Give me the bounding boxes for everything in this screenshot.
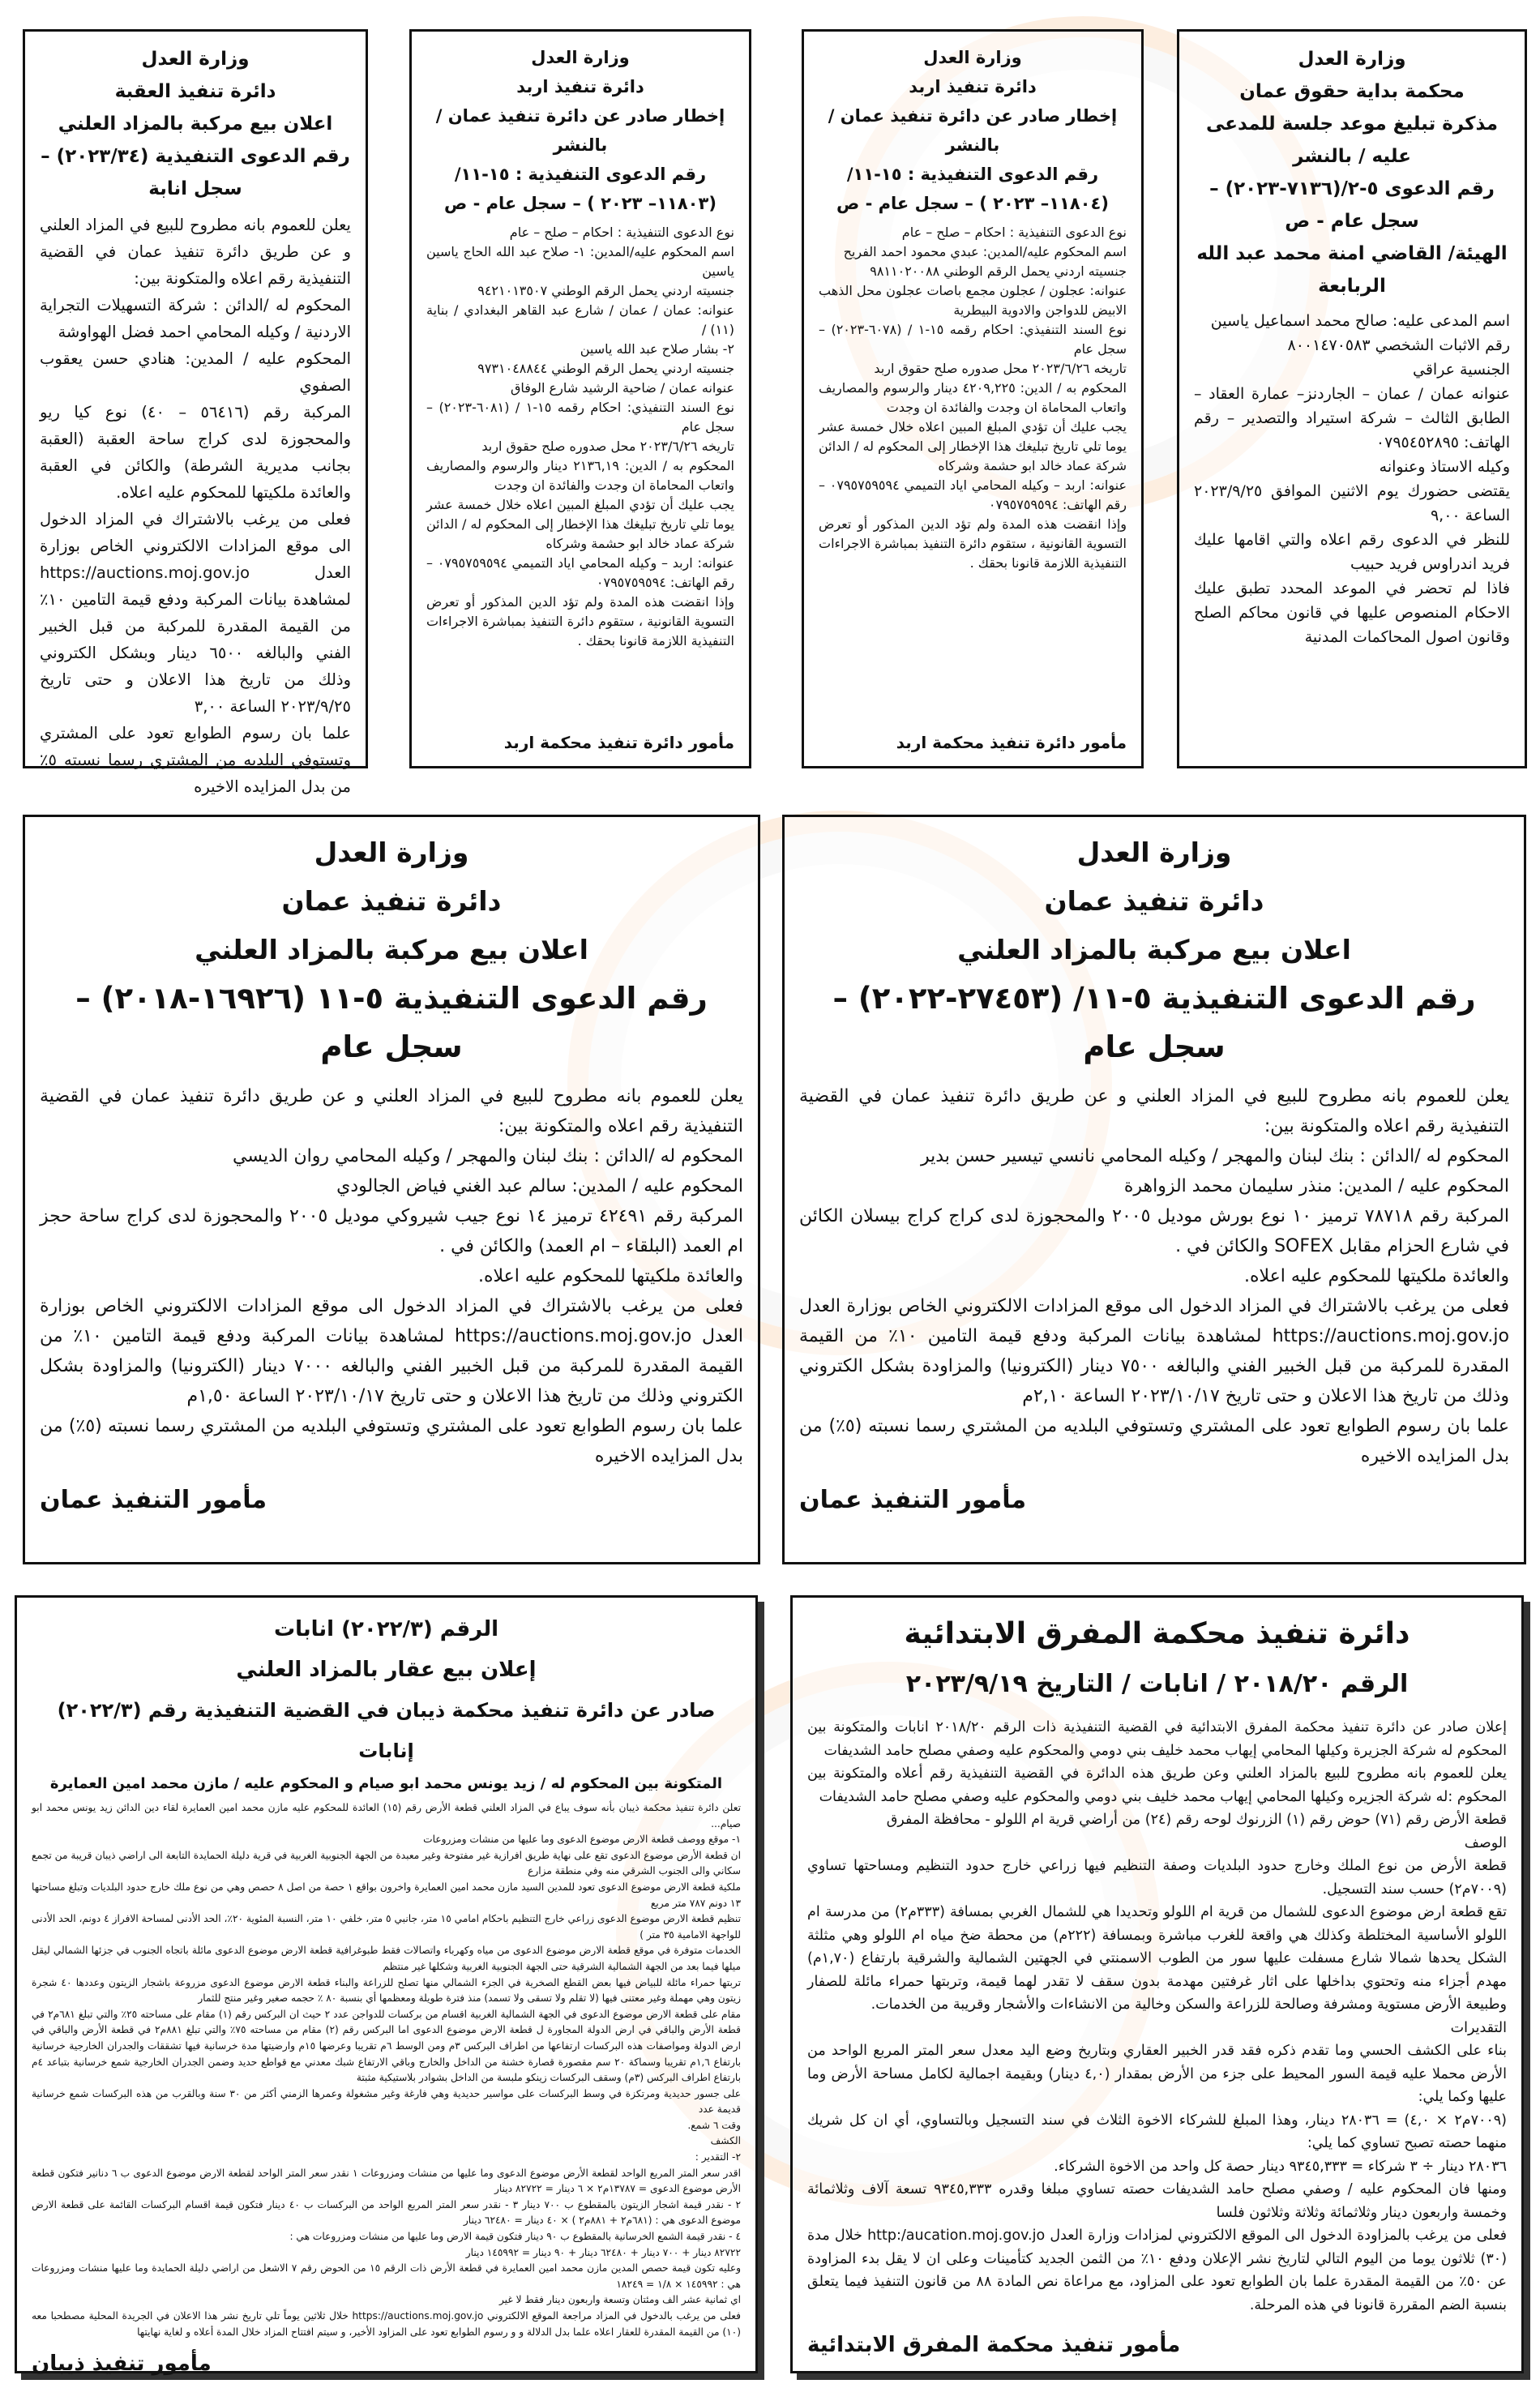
notice-paragraph: ٢- التقدير : (695, 2151, 741, 2163)
notice-heading: دائرة تنفيذ اربد (516, 77, 644, 96)
notice-paragraph: ٨٢٧٢٢ دينار + ٧٠٠ دينار + ٦٢٤٨٠ دينار + ٩٠ دينار = ١٤٥٩٩٢ دينار (465, 2246, 741, 2258)
notice-headers (799, 828, 1509, 1072)
notice-headers (807, 1609, 1507, 1710)
notice-body (40, 1081, 743, 1471)
notice-paragraph: والعائدة ملكيتها للمحكوم عليه اعلاه. (1243, 1266, 1509, 1286)
notice-paragraph: الكشف (710, 2135, 741, 2147)
notice-paragraph: جنسيته اردني يحمل الرقم الوطني ٩٤٢١٠١٣٥٠٧ (477, 283, 734, 298)
notice-mafraq-land-auction (790, 1595, 1524, 2373)
notice-body (32, 1800, 741, 2340)
notice-amman-court-summons (1177, 29, 1527, 768)
notice-heading: وزارة العدل (531, 48, 630, 67)
notice-paragraph: نوع الدعوى التنفيذية : احكام – صلح – عام (509, 225, 734, 240)
notice-heading: دائرة تنفيذ عمان (1044, 885, 1264, 917)
notice-paragraph: اسم المدعى عليه: صالح محمد اسماعيل ياسين (1210, 312, 1510, 330)
notice-heading: صادر عن دائرة تنفيذ محكمة ذيبان في القضية التنفيذية رقم (٢٠٢٢/٣) إنابات (57, 1699, 716, 1762)
notice-paragraph: ٢- بشار صلاح عبد الله ياسين (580, 341, 734, 357)
notice-heading: المتكونة بين المحكوم له / زيد يونس محمد ابو صيام و المحكوم عليه / مازن محمد امين العمايرة (49, 1775, 723, 1792)
notice-paragraph: عنوانه: عجلون / عجلون مجمع باصات عجلون محل الذهب الابيض للدواجن والادوية البيطرية (819, 283, 1127, 318)
notice-headers (1194, 43, 1510, 302)
notice-paragraph: رقم الاثبات الشخصي ٨٠٠١٤٧٠٥٨٣ (1287, 336, 1510, 354)
notice-paragraph: فعلى من يرغب بالدخول في المزاد مراجعة الموقع الالكتروني https://auctions.moj.gov.jo خلال ثلاثين يوماً تلي تاريخ نشر هذا الاعلان في الجريدة المحلية مصطحبا معه (١٠) من القيمة المقدرة للعقار اعلاه علما بدل الدلالة و و رسوم الطوابع تعود على المزاود الأخير، و سيتم افتتاح المزاد خلال المدة أعلاه و لغاية نهايتها (32, 2310, 741, 2338)
notice-heading: وزارة العدل (314, 837, 469, 868)
notice-heading: دائرة تنفيذ العقبة (114, 81, 276, 102)
notice-paragraph: وإذا انقضت هذه المدة ولم تؤد الدين المذكور أو تعرض التسوية القانونية ، ستقوم دائرة التنفيذ بمباشرة الاجراءات التنفيذية اللازمة قانونا بحقك . (426, 594, 734, 648)
notice-amman-vehicle-16926 (23, 815, 760, 1564)
notice-paragraph: نوع الدعوى التنفيذية : احكام – صلح – عام (901, 225, 1127, 240)
notice-signature: مأمور تنفيذ ذيبان (32, 2352, 212, 2377)
notice-heading: محكمة بداية حقوق عمان (1239, 81, 1465, 102)
notice-body (40, 212, 351, 800)
notice-heading: رقم الدعوى التنفيذية ٥-١١ (١٦٩٢٦-٢٠١٨) – سجل عام (75, 981, 708, 1064)
notice-paragraph: اسم المحكوم عليه/المدين: ١- صلاح عبد الله الحاج ياسين ياسين (426, 244, 734, 279)
notice-paragraph: الوصف (1464, 1834, 1507, 1851)
notice-paragraph: قطعة الأرض رقم (٧١) حوض رقم (١) الزرنوك لوحه رقم (٢٤) من أراضي قرية ام اللولو - محافظة المفرق (886, 1812, 1507, 1828)
notice-paragraph: اي ثمانية عشر الف ومئتان وتسعة واربعون دينار فقط لا غير (498, 2294, 741, 2306)
notice-heading: اعلان بيع مركبة بالمزاد العلني (957, 934, 1351, 965)
notice-paragraph: المحكوم له /الدائن : بنك لبنان والمهجر / وكيله المحامي نانسي تيسير حسن بدير (921, 1146, 1509, 1166)
notice-paragraph: ملكية قطعة الارض موضوع الدعوى تعود للمدين السيد مازن محمد امين العمايرة واخرون بواقع ١ حصة من اصل ٨ حصص وهي من نوع ملك خارج حدود البلديات وتبلغ مساحتها ١٣ دونم ٧٨٧ متر مربع (32, 1881, 741, 1909)
notice-paragraph: يقتضى حضورك يوم الاثنين الموافق ٢٠٢٣/٩/٢٥ الساعة ٩,٠٠ (1194, 482, 1510, 524)
notice-paragraph: مقام على قطعة الارض موضوع الدعوى في الجهة الشمالية الغربية اقسام من بركسات للدواجن عدد ٢ حيث ان البركس رقم (١) مقام على مساحته ٢٥٪ والتي تبلغ ٦٨١م٢ في قطعة الأرض والباقي في ارض الدولة المجاورة ل قطعة الارض موضوع الدعوى اما البركس رقم (٢) مقام من مساحته ٧٥٪ والتي تبلغ ٨٨١م٢ في قطعة الأرض والباقي في ارض الدولة ومواصفات هذه البركسات ارتفاعها من اطراف البركس ٣م ومن الوسط ٦م تقريبا وعرضها ١٥م وارضيتها مدة خرسانية فيها تشققات والجدران الخارجية خرسانية بارتفاع ١,٦م تقريبا وسماكة ٢٠ سم مقصورة قصارة خشنة من الداخل والخارج وباقي الارتفاع شبك معدني مع قواطع حديد وضمن الجدران الخارجية شمع خرسانية بتباعد ٤م بارتفاع اطراف البركس (٣م) وسقف البركسات زينكو ملبسة من الداخل بشوادر بلاستيكية مثبتة (32, 2008, 742, 2084)
notice-headers (32, 1609, 741, 1797)
notice-heading: دائرة تنفيذ عمان (281, 885, 502, 917)
notice-heading: اعلان بيع مركبة بالمزاد العلني (195, 934, 588, 965)
notice-paragraph: ٢٨٠٣٦ دينار ÷ ٣ شركاء = ٩٣٤٥,٣٣٣ دينار حصة كل واحد من الاخوة الشركاء. (1054, 2158, 1507, 2175)
notice-paragraph: تربتها حمراء مائلة للبياض فيها بعض القطع الصخرية في الجزء الشمالي منها تصلح للزراعة والبناء قطعة الارض موضوع الدعوى مزروعة باشجار الزيتون وعددها ٤٠ شجرة زيتون وهي مهملة وغير معتنى فيها (لا تقلم ولا تسقى ولا تسمد) منذ فترة طويلة ومعظمها أي بنسبة ٨٠ ٪ حجمه صغير وغير منتج للثمار (32, 1976, 741, 2005)
notice-paragraph: بناء على الكشف الحسي وما تقدم ذكره فقد قدر الخبير العقاري وبتاريخ وضع اليد معدل سعر المتر المربع الواحد من الأرض محملا عليه قيمة السور المحيط على جزء من الأرض بمقدار (٤,٠ دينار) وبقيمة اجمالية لكامل مساحة الأرض وما عليها وكما يلي: (807, 2043, 1507, 2105)
notice-paragraph: يجب عليك أن تؤدي المبلغ المبين اعلاه خلال خمسة عشر يوما تلي تاريخ تبليغك هذا الإخطار إلى المحكوم له / الدائن شركة عماد خالد ابو حشمة وشركاه (819, 419, 1127, 473)
notice-heading: إخطار صادر عن دائرة تنفيذ عمان / بالنشر (828, 106, 1118, 155)
notice-heading: اعلان بيع مركبة بالمزاد العلني (58, 113, 333, 135)
notice-heading: الرقم (٢٠٢٢/٣) انابات (273, 1617, 499, 1641)
notice-paragraph: قطعة الأرض من نوع الملك وخارج حدود البلديات وصفة التنظيم فيها زراعي خارج حدود التنظيم ومساحتها تساوي (٧٠٠٩م٢) حسب سند التسجيل. (807, 1858, 1507, 1898)
notice-paragraph: المحكوم به / الدين: ٤٢٠٩,٢٢٥ دينار والرسوم والمصاريف واتعاب المحاماة ان وجدت والفائدة ان وجدت (819, 380, 1127, 415)
notice-heading: دائرة تنفيذ اربد (909, 77, 1037, 96)
notice-paragraph: المحكوم عليه / المدين: سالم عبد الغني فياض الجالودي (336, 1176, 743, 1196)
notice-heading: رقم الدعوى التنفيذية : ١٥-١١/ (846, 165, 1099, 184)
notice-paragraph: (٧٠٠٩م٢ × ٤,٠) = ٢٨٠٣٦ دينار، وهذا المبلغ للشركاء الاخوة الثلاث في سند التسجيل وبالتساوي، أي ان كل شريك منهما حصته تصبح تساوي كما يلي: (807, 2112, 1507, 2151)
notice-heading: رقم الدعوى التنفيذية ٥-١١/ (٢٧٤٥٣-٢٠٢٢) – سجل عام (832, 981, 1476, 1064)
notice-aqaba-vehicle-auction (23, 29, 368, 796)
notice-paragraph: المركبة رقم (٥٦٤١٦ – ٤٠) نوع كيا ريو والمحجوزة لدى كراج ساحة العقبة (العقبة بجانب مديرية الشرطة) والكائن في العقبة والعائدة ملكيتها للمحكوم عليه اعلاه. (40, 403, 351, 502)
notice-paragraph: يجب عليك أن تؤدي المبلغ المبين اعلاه خلال خمسة عشر يوما تلي تاريخ تبليغك هذا الإخطار إلى المحكوم له / الدائن شركة عماد خالد ابو حشمة وشركاه (426, 497, 734, 551)
notice-paragraph: يعلن للعموم بانه مطروح للبيع في المزاد العلني و عن طريق دائرة تنفيذ عمان في القضية التنفيذية رقم اعلاه والمتكونة بين: (40, 1086, 743, 1136)
notice-amman-vehicle-27453 (782, 815, 1526, 1564)
notice-irbid-11804 (802, 29, 1144, 768)
notice-heading: سجل عام - ص (1285, 211, 1419, 232)
notice-headers (426, 43, 734, 218)
notice-paragraph: اسم المحكوم عليه/المدين: عبدي محمود احمد الفريح (843, 244, 1127, 259)
notice-paragraph: جنسيته اردني يحمل الرقم الوطني ٩٧٣١٠٤٨٨٤٤ (477, 361, 734, 376)
notice-paragraph: المحكوم عليه / المدين: هنادي حسن يعقوب الصفوي (40, 349, 351, 395)
notice-paragraph: عنوانه عمان / عمان – الجاردنز– عمارة العقاد – الطابق الثالث – شركة استيراد والتصدير – رقم الهاتف: ٠٧٩٥٤٥٢٨٩٥ (1194, 385, 1510, 451)
notice-signature: مأمور دائرة تنفيذ محكمة اربد (503, 733, 734, 752)
notice-paragraph: يعلن للعموم بانه مطروح للبيع بالمزاد العلني وعن طريق هذه الدائرة في القضية التنفيذية رقم أعلاه والمتكونة بين المحكوم :له شركة الجزيره وكيلها المحامي إيهاب محمد خليف بني دومي والمحكوم عليه وصفي مصلح حامد الشديفات (807, 1765, 1507, 1805)
notice-paragraph: ٢ - نقدر قيمة اشجار الزيتون بالمقطوع ب ٧٠٠ دينار ٣ - نقدر سعر المتر المربع الواحد من البركسات ب ٤٠ دينار فتكون قيمة اقسام البركسات القائمة على قطعة الارض موضوع الدعوى هي : (٦٨١م٢ + ٨٨١م٢ ) × ٤٠ دينار = ٦٢٤٨٠ دينار (32, 2198, 741, 2227)
notice-paragraph: وعليه تكون قيمة حصص المدين مازن محمد امين العمايرة في قطعة الأرض ذات الرقم ١٥ من الحوض رقم ٧ الاشعل من اراضي دليلة الحمايدة وما عليها منشات ومزروعات هي : ١٤٥٩٩٢ × ١/٨ = ١٨٢٤٩ (32, 2262, 742, 2290)
notice-paragraph: المحكوم له /الدائن : شركة التسهيلات التجراية الاردنية / وكيله المحامي احمد فضل الهواوشة (40, 296, 351, 341)
notice-paragraph: المركبة رقم ٤٢٤٩١ ترميز ١٤ نوع جيب شيروكي موديل ٢٠٠٥ والمحجوزة لدى كراج ساحة حجز ام العمد (البلقاء – ام العمد) والكائن في . (40, 1206, 743, 1256)
notice-paragraph: ان قطعة الأرض موضوع الدعوى تقع على نهاية طريق افرازية غير مفتوحة وغير معبدة من الجهة الجنوبية الغربية في قرية دليلة الحمايدة التابعة الى اراضي ذيبان قريبة من تجمع سكاني والى الجنوب الشرقي منه وفي منطقة مزارع (32, 1849, 741, 1877)
notice-signature: مأمور دائرة تنفيذ محكمة اربد (896, 733, 1127, 752)
notice-paragraph: فعلى من يرغب بالاشتراك في المزاد الدخول الى موقع المزادات الالكتروني الخاص بوزارة العدل https://auctions.moj.gov.jo لمشاهدة بيانات المركبة ودفع قيمة التامين ١٠٪ من القيمة المقدرة للمركبة من قبل الخبير الفني والبالغه ٧٠٠٠ دينار (الكترونيا) والمزاودة بشكل الكتروني وذلك من تاريخ هذا الاعلان و حتى تاريخ ٢٠٢٣/١٠/١٧ الساعة ١,٥٠م (40, 1296, 743, 1406)
notice-headers (819, 43, 1127, 218)
notice-paragraph: على جسور حديدية ومرتكزة في وسط البركسات على مواسير حديدية وهي فارغة وغير مشغولة وعمرها الزمني أكثر من ٣٠ سنة وبالقرب من هذه البركسات شمع خرسانية قديمة عدد (32, 2087, 741, 2116)
notice-paragraph: علما بان رسوم الطوابع تعود على المشتري وتستوفي البلديه من المشتري رسما نسبته ٥٪ من بدل المزايده الاخيره (40, 724, 351, 796)
notice-paragraph: عنوانه: عمان / عمان / شارع عبد القاهر البغدادي / بناية (١١) / (426, 302, 734, 337)
notice-heading: (١١٨٠٤– ٢٠٢٣ ) – سجل عام - ص (836, 194, 1109, 213)
notice-signature: مأمور التنفيذ عمان (40, 1486, 267, 1514)
notice-paragraph: علما بان رسوم الطوابع تعود على المشتري وتستوفي البلديه من المشتري رسما نسبته (٥٪) من بدل المزايده الاخيره (40, 1416, 743, 1466)
notice-paragraph: جنسيته اردني يحمل الرقم الوطني ٩٨١١٠٢٠٠٨٨ (870, 263, 1127, 279)
notice-paragraph: المركبة رقم ٧٨٧١٨ ترميز ١٠ نوع بورش موديل ٢٠٠٥ والمحجوزة لدى كراج كراج بيسلان الكائن في شارع الحزام مقابل SOFEX والكائن في . (799, 1206, 1509, 1256)
notice-paragraph: وكيله الاستاذ وعنوانه (1379, 458, 1510, 476)
notice-paragraph: المحكوم به / الدين: ٢١٣٦,١٩ دينار والرسوم والمصاريف واتعاب المحاماة ان وجدت والفائدة ان وجدت (426, 458, 734, 493)
notice-heading: إعلان بيع عقار بالمزاد العلني (236, 1658, 537, 1682)
notice-headers (40, 43, 351, 205)
notice-paragraph: نوع السند التنفيذي: احكام رقمه ١٥-١ / (٦٠٧٨-٢٠٢٣) – سجل عام (819, 322, 1127, 357)
notice-theiban-land-auction (15, 1595, 758, 2377)
notice-body (807, 1716, 1507, 2317)
notice-paragraph: علما بان رسوم الطوابع تعود على المشتري وتستوفي البلديه من المشتري رسما نسبته (٥٪) من بدل المزايده الاخيره (799, 1416, 1509, 1466)
notice-paragraph: ٤ - نقدر قيمة الشمع الخرسانية بالمقطوع ب ٩٠ دينار فتكون قيمة الارض وما عليها من منشات ومزروعات هي : (289, 2231, 741, 2243)
notice-heading: وزارة العدل (141, 49, 250, 70)
notice-paragraph: تعلن دائرة تنفيذ محكمة ذيبان بأنه سوف يباع في المزاد العلني قطعة الأرض رقم (١٥) العائدة للمحكوم عليه مازن محمد امين العمايرة لقاء دين الدائن زيد يونس محمد ابو صيام... (32, 1802, 741, 1830)
notice-paragraph: والعائدة ملكيتها للمحكوم عليه اعلاه. (477, 1266, 743, 1286)
notice-paragraph: ١- موقع ووصف قطعة الارض موضوع الدعوى وما عليها من منشات ومزروعات (423, 1834, 741, 1846)
notice-heading: مذكرة تبليغ موعد جلسة للمدعى عليه / بالنشر (1205, 113, 1498, 167)
notice-heading: الرقم ٢٠١٨/٢٠ / انابات / التاريخ ٢٠٢٣/٩/١٩ (905, 1670, 1409, 1698)
notice-body (819, 223, 1127, 725)
notice-heading: إخطار صادر عن دائرة تنفيذ عمان / بالنشر (435, 106, 725, 155)
notice-signature: مأمور التنفيذ عمان (799, 1486, 1027, 1514)
notice-paragraph: تنظيم قطعة الارض موضوع الدعوى زراعي خارج التنظيم باحكام امامي ١٥ متر، جانبي ٥ متر، خلفي ١٠ متر، النسبة المئوية ٢٠٪، الحد الأدنى لمساحة الافراز ٤ دونم، الحد الأدنى للواجهة الامامية ٣٥ متر ) (32, 1913, 741, 1941)
notice-paragraph: المحكوم عليه / المدين: منذر سليمان محمد الزواهرة (1123, 1176, 1509, 1196)
notice-body (1194, 309, 1510, 649)
notice-heading: سجل انابة (148, 178, 242, 199)
notice-heading: (١١٨٠٣– ٢٠٢٣ ) – سجل عام - ص (444, 194, 717, 213)
notice-irbid-11803 (409, 29, 751, 768)
notice-body (426, 223, 734, 725)
notice-signature: مأمور تنفيذ محكمة المفرق الابتدائية (807, 2333, 1181, 2357)
notice-paragraph: تاريخه ٢٠٢٣/٦/٢٦ محل صدوره صلح حقوق اربد (874, 361, 1127, 376)
notice-paragraph: تقع قطعة ارض موضوع الدعوى للشمال من قرية ام اللولو وتحديدا هي للشمال الغربي بمسافة (٣٣٣م٢) من مدرسة ام اللولو الأساسية المختلطة وكذلك هي واقعة للغرب مباشرة وبمسافة (٢٢٢م) من محطة ضخ مياه ام اللولو وهي مثلثة الشكل يحدها شمالا شارع مسفلت عليها سور من الطوب الاسمنتي في الجهتين الشمالية والشرقية بارتفاع (١,٧٠م) مهدم أجزاء منه وتحتوي بداخلها على اثار غرفتين مهدمة بدون سقف لا تقدر لهما قيمة، وتربتها حمراء مائلة للصفار وطبيعة الأرض مستوية ومشرفة وصالحة للزراعة والسكن وخالية من الانشاءات والأشجار وقريبة من الخدمات. (807, 1904, 1507, 2013)
notice-paragraph: التقديرات (1450, 2019, 1507, 2036)
notice-paragraph: فعلى من يرغب بالاشتراك في المزاد الدخول الى موقع المزادات الالكتروني الخاص بوزارة العدل https://auctions.moj.gov.jo لمشاهدة بيانات المركبة ودفع قيمة التامين ١٠٪ من القيمة المقدرة للمركبة من قبل الخبير الفني والبالغه ٦٥٠٠ دينار وبشكل الكتروني وذلك من تاريخ هذا الاعلان و حتى تاريخ ٢٠٢٣/٩/٢٥ الساعة ٣,٠٠ (40, 510, 351, 716)
notice-paragraph: نوع السند التنفيذي: احكام رقمه ١٥-١ / (٦٠٨١-٢٠٢٣) – سجل عام (426, 400, 734, 434)
notice-paragraph: إعلان صادر عن دائرة تنفيذ محكمة المفرق الابتدائية في القضية التنفيذية ذات الرقم ٢٠١٨/٢٠ انابات والمتكونة بين المحكوم له شركة الجزيرة وكيلها المحامي إيهاب محمد خليف بني دومي والمحكوم عليه وصفي مصلح حامد الشديفات (807, 1719, 1507, 1759)
notice-headers (40, 828, 743, 1072)
notice-paragraph: فعلى من يرغب بالاشتراك في المزاد الدخول الى موقع المزادات الالكتروني الخاص بوزارة العدل https://auctions.moj.gov.jo لمشاهدة بيانات المركبة ودفع قيمة التامين ١٠٪ من القيمة المقدرة للمركبة من قبل الخبير الفني والبالغه ٧٥٠٠ دينار (الكترونيا) والمزاودة بشكل الكتروني وذلك من تاريخ هذا الاعلان و حتى تاريخ ٢٠٢٣/١٠/١٧ الساعة ٢,١٠م (799, 1296, 1509, 1406)
notice-paragraph: عنوانه: اربد – وكيله المحامي اياد التميمي ٠٧٩٥٧٥٩٥٩٤ – رقم الهاتف: ٠٧٩٥٧٥٩٥٩٤ (426, 555, 734, 590)
notice-heading: وزارة العدل (923, 48, 1022, 67)
notice-paragraph: يعلن للعموم بانه مطروح للبيع في المزاد العلني و عن طريق دائرة تنفيذ عمان في القضية التنفيذية رقم اعلاه والمتكونة بين: (799, 1086, 1509, 1136)
notice-paragraph: للنظر في الدعوى رقم اعلاه والتي اقامها عليك فريد اندراوس فريد حبيب (1194, 531, 1510, 573)
notice-paragraph: وقت ٦ شمع. (687, 2119, 741, 2131)
notice-paragraph: عنوانه: اربد – وكيله المحامي اياد التميمي ٠٧٩٥٧٥٩٥٩٤ – رقم الهاتف: ٠٧٩٥٧٥٩٥٩٤ (819, 477, 1127, 512)
notice-heading: الهيئة/ القاضي امنة محمد عبد الله الربابعة (1196, 243, 1508, 297)
notice-body (799, 1081, 1509, 1471)
notice-paragraph: تاريخه ٢٠٢٣/٦/٢٦ محل صدوره صلح حقوق اربد (481, 439, 734, 454)
notice-paragraph: الخدمات متوفرة في موقع قطعة الارض موضوع الدعوى من مياه وكهرباء واتصالات فقط طبوغرافية قطعة الارض موضوع الدعوى مائلة باتجاه الجنوب في جزئها الشمالي ليقل ميلها فيما بعد من الجهة الشمالية الشرقية حتى الجهة الجنوبية الغربية وشكلها غير منتظم (32, 1945, 741, 1972)
notice-heading: وزارة العدل (1298, 49, 1406, 70)
notice-paragraph: يعلن للعموم بانه مطروح للبيع في المزاد العلني و عن طريق دائرة تنفيذ عمان في القضية التنفيذية رقم اعلاه والمتكونة بين: (40, 216, 351, 288)
notice-paragraph: فاذا لم تحضر في الموعد المحدد تطبق عليك الاحكام المنصوص عليها في قانون محاكم الصلح وقانون اصول المحاكمات المدنية (1194, 580, 1510, 646)
notice-paragraph: الجنسية عراقي (1413, 361, 1510, 379)
notice-heading: دائرة تنفيذ محكمة المفرق الابتدائية (904, 1617, 1410, 1650)
notice-heading: رقم الدعوى التنفيذية : ١٥-١١/ (454, 165, 707, 184)
notice-heading: رقم الدعوى ٥-٢/(٧١٣٦-٢٠٢٣) – (1209, 178, 1495, 199)
notice-paragraph: فعلى من يرغب بالمزاودة الدخول الى الموقع الالكتروني لمزادات وزارة العدل http:/aucation.moj.gov.jo خلال مدة (٣٠) ثلاثون يوما من اليوم التالي لتاريخ نشر الإعلان ودفع ١٠٪ من الثمن الجديد كتأمينات وعلى ان لا يقل بدء المزاودة عن ٥٠٪ من القيمة المقدرة علما بان الطوابع تعود على المزاود، مع مراعاة نص المادة ٨٨ من قانون التنفيذ فيما يتعلق بنسبة الضم المقررة قانونا في هذه المرحلة. (807, 2228, 1508, 2313)
notice-paragraph: المحكوم له /الدائن : بنك لبنان والمهجر / وكيله المحامي روان الديسي (233, 1146, 743, 1166)
notice-paragraph: اقدر سعر المتر المربع الواحد لقطعة الأرض موضوع الدعوى وما عليها من منشات ومزروعات ١ نقدر سعر المتر الواحد لقطعة الارض موضوع الدعوى ب ٦ دنانير فتكون قطعة الأرض موضوع الدعوى = ١٣٧٨٧م٢ × ٦ دينار = ٨٢٧٢٢ دينار (32, 2167, 742, 2195)
notice-paragraph: وإذا انقضت هذه المدة ولم تؤد الدين المذكور أو تعرض التسوية القانونية ، ستقوم دائرة التنفيذ بمباشرة الاجراءات التنفيذية اللازمة قانونا بحقك . (819, 516, 1127, 571)
notice-paragraph: عنوانه عمان / ضاحية الرشيد شارع الوفاق (510, 380, 734, 396)
notice-paragraph: ومنها فان المحكوم عليه / وصفي مصلح حامد الشديفات حصته تساوي مبلغا وقدره ٩٣٤٥,٣٣٣ تسعة آلاف وثلاثمائة وخمسة واربعون دينار وثلاثمائة وثلاثة وثلاثون فلسا (807, 2181, 1507, 2221)
notice-heading: رقم الدعوى التنفيذية (٢٠٢٣/٣٤) – (41, 146, 350, 167)
notice-heading: وزارة العدل (1076, 837, 1232, 868)
